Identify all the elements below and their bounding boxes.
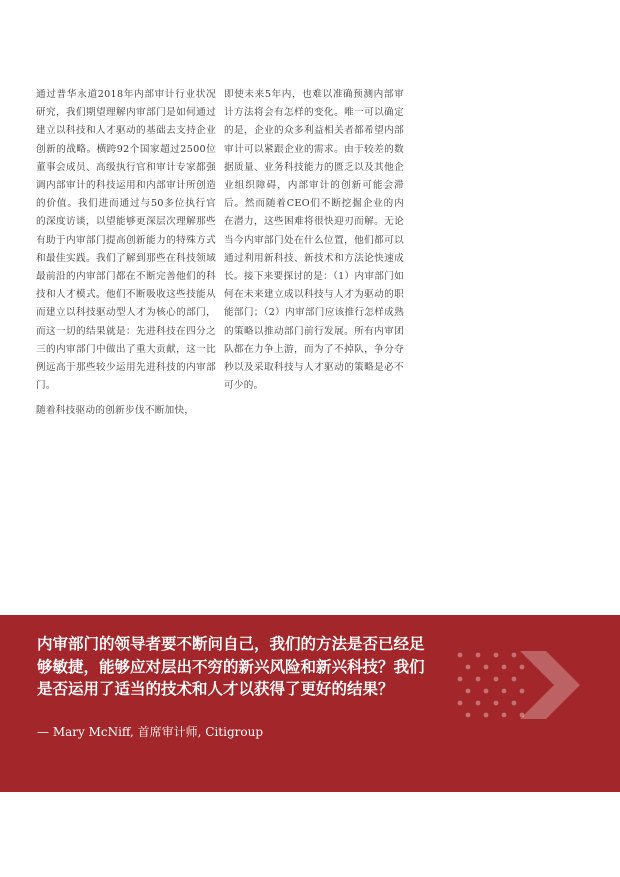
paragraph: 随着科技驱动的创新步伐不断加快， bbox=[36, 405, 195, 417]
quote-attribution: — Mary McNiff, 首席审计师, Citigroup bbox=[37, 725, 264, 739]
paragraph: 即使未来5年内，也难以准确预测内部审计方法将会有怎样的变化。唯一可以确定的是，企业的众多利益相关者都希望内部审计可以紧跟企业的需求。由于较差的数据质量、业务科技能力的匮乏以及其他企业组织障碍，内部审计的创新可能会滞后。然而随着CEO们不断挖掘企业的内在潜力，这些困难将很快迎刃而解。无论当今内审部门处在什么位置，他们都可以通过利用新科技、新技术和方法论快速成长。接下来要探讨的是：（1）内审部门如何在未来建立成以科技与人才为驱动的职能部门；（2）内审部门应该推行怎样成熟的策略以推动部门前行发展。所有内审团队都在力争上游，而为了不掉队，争分夺秒以及采取科技与人才驱动的策略是必不可少的。 bbox=[224, 89, 404, 392]
paragraph: 通过普华永道2018年内部审计行业状况研究，我们期望理解内审部门是如何通过建立以科技和人才驱动的基础去支持企业创新的战略。横跨92个国家超过2500位董事会成员、高级执行官和审计专家都强调内部审计的科技运用和内部审计所创造的价值。我们进而通过与50多位执行官的深度访谈，以望能够更深层次理解那些有助于内审部门提高创新能力的特殊方式和最佳实践。我们了解到那些在科技领域最前沿的内审部门都在不断完善他们的科技和人才模式。他们不断吸收这些技能从而建立以科技驱动型人才为核心的部门，而这一切的结果就是：先进科技在四分之三的内审部门中做出了重大贡献，这一比例远高于那些较少运用先进科技的内审部门。 bbox=[36, 89, 216, 392]
body-column-left bbox=[36, 86, 216, 421]
pull-quote: 内审部门的领导者要不断问自己，我们的方法是否已经足够敏捷，能够应对层出不穷的新兴风险和新兴科技？我们是否运用了适当的技术和人才以获得了更好的结果？ bbox=[37, 635, 425, 698]
dotted-chevron-icon bbox=[448, 643, 588, 743]
quote-banner bbox=[0, 615, 620, 792]
body-column-right bbox=[224, 86, 404, 395]
